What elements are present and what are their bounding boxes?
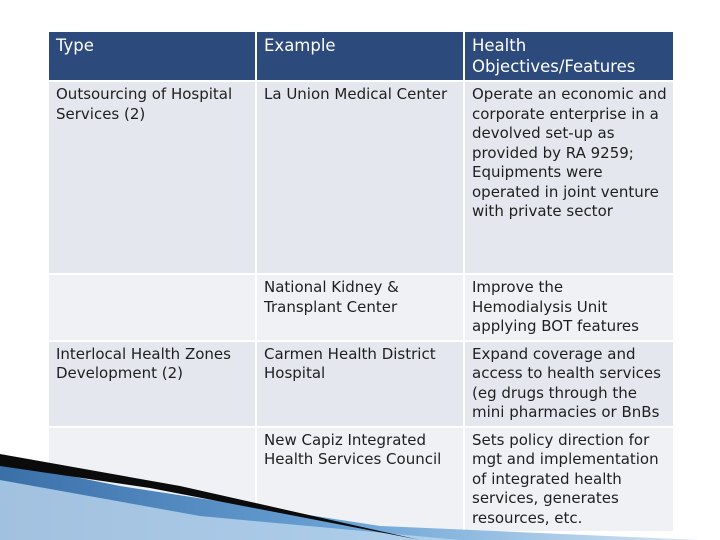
table-header-row	[48, 31, 674, 81]
table-row	[48, 341, 674, 427]
table-row	[48, 274, 674, 341]
cell-type: Outsourcing of Hospital Services (2)	[48, 81, 256, 274]
cell-example: Carmen Health District Hospital	[256, 341, 464, 427]
cell-features: Operate an economic and corporate enterprise in a devolved set-up as provided by RA 9259; Equipments were operated in joint venture with private sector	[464, 81, 674, 274]
table-row	[48, 81, 674, 274]
cell-example: La Union Medical Center	[256, 81, 464, 274]
header-type: Type	[48, 31, 256, 81]
cell-type	[48, 274, 256, 341]
header-example: Example	[256, 31, 464, 81]
header-features: Health Objectives/Features	[464, 31, 674, 81]
cell-features: Improve the Hemodialysis Unit applying BOT features	[464, 274, 674, 341]
cell-features: Expand coverage and access to health services (eg drugs through the mini pharmacies or BnBs	[464, 341, 674, 427]
cell-type: Interlocal Health Zones Development (2)	[48, 341, 256, 427]
cell-example: New Capiz Integrated Health Services Council	[256, 427, 464, 533]
cell-features: Sets policy direction for mgt and implementation of integrated health services, generates resources, etc.	[464, 427, 674, 533]
decorative-swoosh	[0, 440, 720, 540]
cell-example: National Kidney & Transplant Center	[256, 274, 464, 341]
